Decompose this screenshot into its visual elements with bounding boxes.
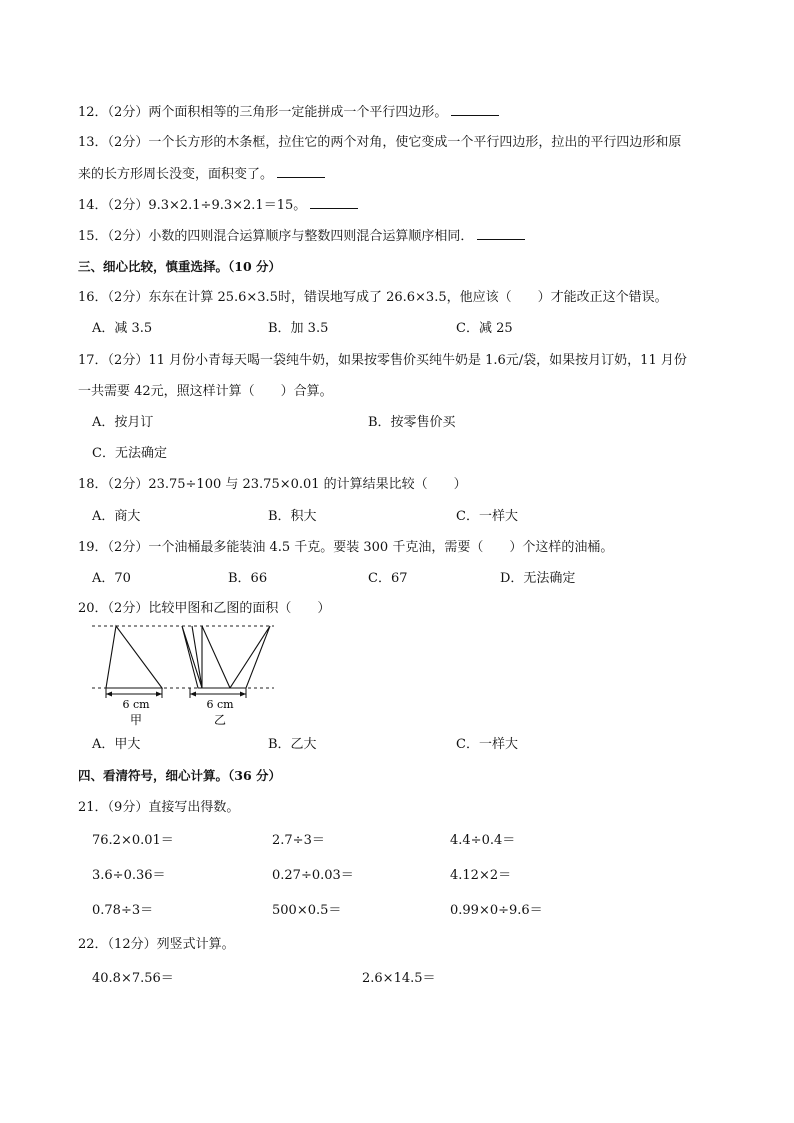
q19-option-c[interactable]: C．67 (368, 571, 408, 586)
question-15-text: 15．（2分）小数的四则混合运算顺序与整数四则混合运算顺序相同． (78, 229, 474, 244)
calc-item: 0.27÷0.03＝ (272, 868, 354, 883)
q16-option-b[interactable]: B．加 3.5 (268, 321, 329, 336)
question-12-text: 12．（2分）两个面积相等的三角形一定能拼成一个平行四边形。 (78, 105, 448, 120)
yi-label: 乙 (213, 713, 227, 727)
yi-triangle-1 (182, 626, 202, 688)
answer-blank[interactable] (310, 196, 358, 209)
question-18: 18．（2分）23.75÷100 与 23.75×0.01 的计算结果比较（ ） (78, 477, 467, 492)
calc-item: 500×0.5＝ (272, 903, 342, 918)
q16-option-c[interactable]: C．减 25 (456, 321, 513, 336)
q19-option-b[interactable]: B．66 (228, 571, 268, 586)
question-15 (78, 227, 525, 246)
question-14 (78, 196, 358, 215)
calc-item: 0.99×0÷9.6＝ (450, 903, 543, 918)
question-13-text: 来的长方形周长没变，面积变了。 (78, 167, 274, 182)
vertical-calc-item: 2.6×14.5＝ (362, 971, 436, 986)
q19-option-a[interactable]: A．70 (92, 571, 131, 586)
q17-option-a[interactable]: A．按月订 (92, 415, 154, 430)
jia-base-label: 6 cm (122, 698, 150, 711)
section-4-heading: 四、看清符号，细心计算。（36 分） (78, 768, 281, 783)
question-22: 22．（12分）列竖式计算。 (78, 937, 235, 952)
triangle-comparison-figure (90, 622, 290, 732)
yi-base-label: 6 cm (206, 698, 234, 711)
calc-item: 4.12×2＝ (450, 868, 512, 883)
q18-option-b[interactable]: B．积大 (268, 509, 317, 524)
question-14-text: 14．（2分）9.3×2.1÷9.3×2.1＝15。 (78, 198, 307, 213)
calc-item: 4.4÷0.4＝ (450, 833, 516, 848)
question-16: 16．（2分）东东在计算 25.6×3.5时，错误地写成了 26.6×3.5，他应该（ ）才能改正这个错误。 (78, 290, 668, 305)
question-13-line1: 13．（2分）一个长方形的木条框，拉住它的两个对角，使它变成一个平行四边形，拉出的平行四边形和原 (78, 135, 682, 150)
answer-blank[interactable] (477, 227, 525, 240)
q18-option-a[interactable]: A．商大 (92, 509, 141, 524)
question-13-line2 (78, 165, 325, 184)
jia-triangle (106, 626, 162, 688)
question-12 (78, 103, 499, 122)
q20-option-a[interactable]: A．甲大 (92, 737, 141, 752)
yi-triangle-3 (230, 626, 270, 688)
calc-item: 3.6÷0.36＝ (92, 868, 166, 883)
calc-item: 0.78÷3＝ (92, 903, 154, 918)
answer-blank[interactable] (277, 165, 325, 178)
q16-option-a[interactable]: A．减 3.5 (92, 321, 153, 336)
q19-option-d[interactable]: D．无法确定 (500, 571, 576, 586)
q18-option-c[interactable]: C．一样大 (456, 509, 518, 524)
question-19: 19．（2分）一个油桶最多能装油 4.5 千克。要装 300 千克油，需要（ ）个这样的油桶。 (78, 540, 614, 555)
yi-triangle-2 (202, 626, 230, 688)
calc-item: 2.7÷3＝ (272, 833, 325, 848)
q17-option-c[interactable]: C．无法确定 (92, 446, 167, 461)
question-20: 20．（2分）比较甲图和乙图的面积（ ） (78, 601, 331, 616)
question-17-line1: 17．（2分）11 月份小青每天喝一袋纯牛奶，如果按零售价买纯牛奶是 1.6元/袋，如果按月订奶，11 月份 (78, 353, 687, 368)
answer-blank[interactable] (451, 103, 499, 116)
calc-item: 76.2×0.01＝ (92, 833, 174, 848)
q20-option-c[interactable]: C．一样大 (456, 737, 518, 752)
section-3-heading: 三、细心比较，慎重选择。（10 分） (78, 259, 281, 274)
q20-option-b[interactable]: B．乙大 (268, 737, 317, 752)
vertical-calc-item: 40.8×7.56＝ (92, 971, 174, 986)
q17-option-b[interactable]: B．按零售价买 (368, 415, 456, 430)
jia-label: 甲 (129, 713, 143, 727)
question-21: 21．（9分）直接写出得数。 (78, 800, 240, 815)
question-17-line2: 一共需要 42元，照这样计算（ ）合算。 (78, 384, 333, 399)
